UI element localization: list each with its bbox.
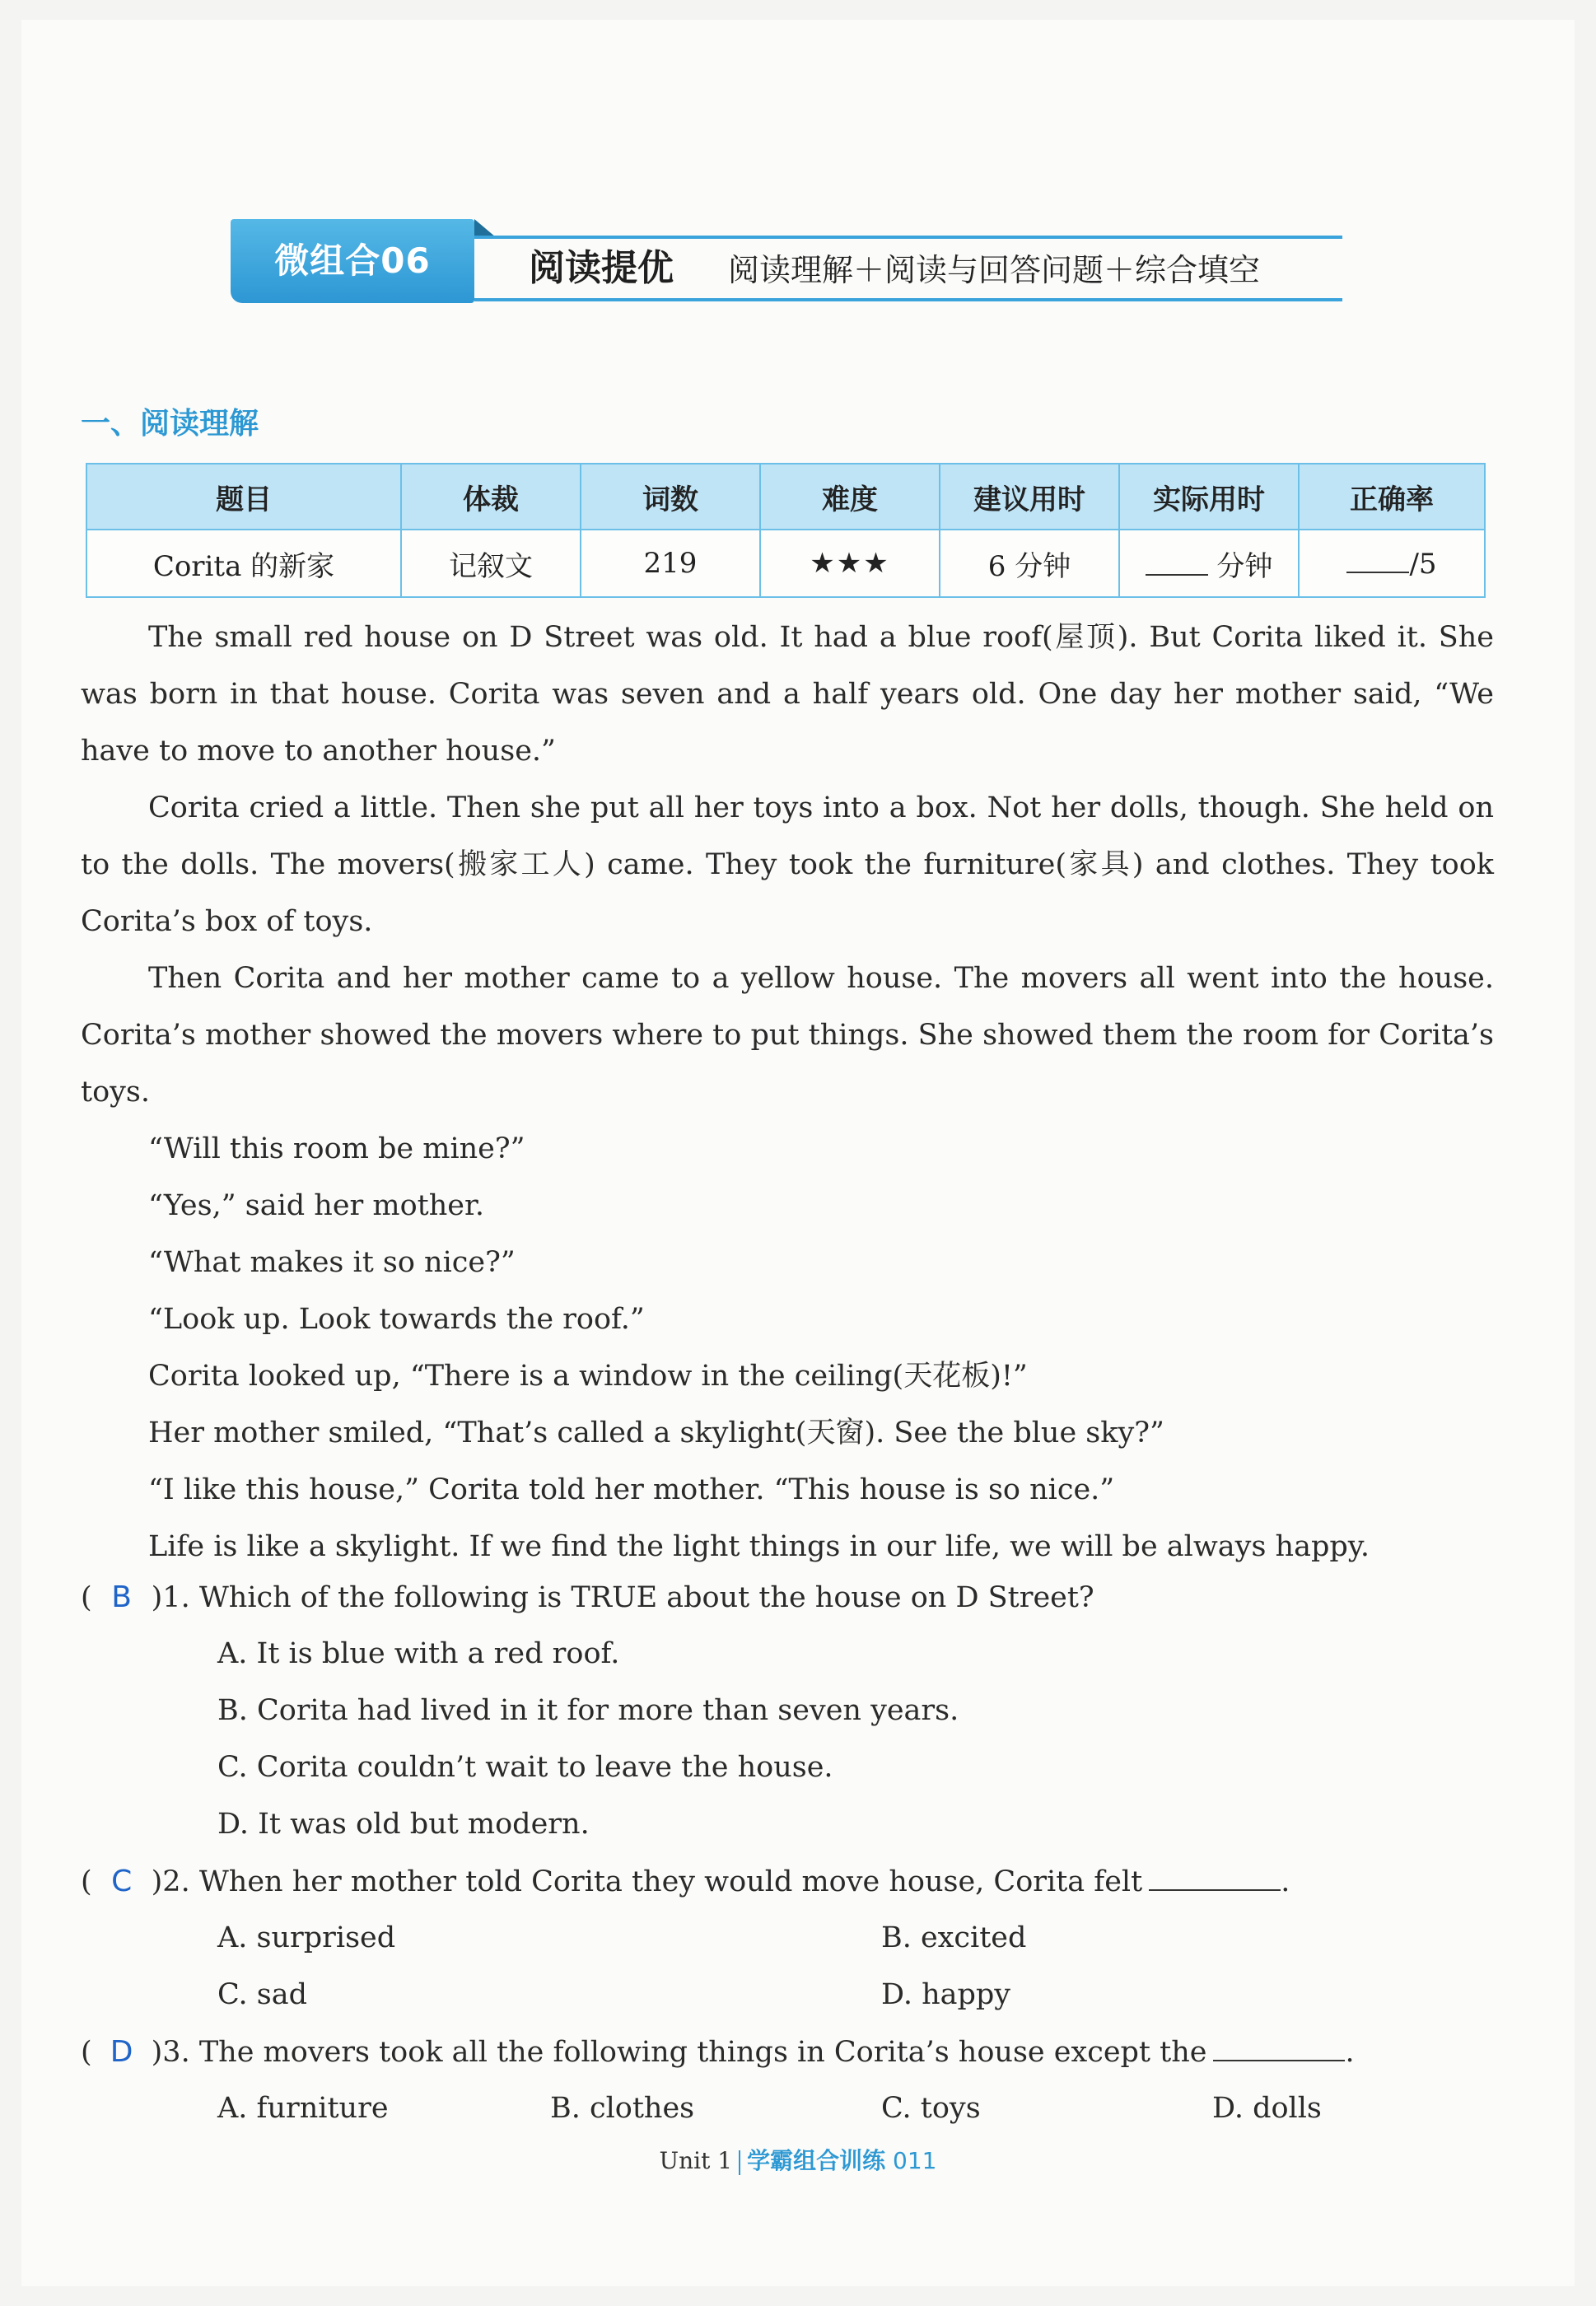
paren-open: ( <box>81 1581 92 1614</box>
paragraph: The small red house on D Street was old. It had a blue roof(屋顶). But Corita liked it. She was born in that house. Corita was seven and a half years old. One day her mother said, “We have to move to another house.” <box>81 621 1494 768</box>
table-header: 词数 <box>581 464 760 530</box>
paren-open: ( <box>81 1865 92 1898</box>
option-text[interactable]: C. sad <box>217 1978 308 2011</box>
paragraph: Corita looked up, “There is a window in the ceiling(天花板)!” <box>148 1360 1028 1393</box>
table-header: 题目 <box>86 464 401 530</box>
actual-time-blank[interactable] <box>1146 549 1208 576</box>
paragraph: “Will this room be mine?” <box>148 1132 525 1165</box>
banner-subtitle: 阅读理解＋阅读与回答问题＋综合填空 <box>728 252 1261 288</box>
paragraph: Her mother smiled, “That’s called a skylight(天窗). See the blue sky?” <box>148 1417 1164 1449</box>
option-text[interactable]: A. furniture <box>217 2092 389 2125</box>
option-text[interactable]: B. excited <box>881 1921 1027 1954</box>
paragraph: “I like this house,” Corita told her mother. “This house is so nice.” <box>148 1473 1115 1506</box>
period: . <box>1345 2036 1355 2069</box>
section-banner <box>231 216 1342 306</box>
question-list <box>81 1569 1494 2137</box>
accuracy-total: /5 <box>1409 547 1437 581</box>
answer-blank[interactable] <box>1149 1861 1281 1891</box>
table-header: 难度 <box>760 464 940 530</box>
option-text: A. It is blue with a red roof. <box>217 1637 620 1670</box>
cell-suggested-time: 6 分钟 <box>940 530 1119 597</box>
footer-brand: 学霸组合训练 <box>747 2147 886 2174</box>
info-table <box>86 463 1486 598</box>
option-text[interactable]: D. dolls <box>1212 2092 1322 2125</box>
option-row <box>81 2080 1494 2137</box>
question-stem <box>81 1853 1494 1910</box>
paragraph: “Yes,” said her mother. <box>148 1189 485 1222</box>
reading-passage <box>81 609 1494 1575</box>
option[interactable] <box>81 1796 1494 1853</box>
paragraph: “Look up. Look towards the roof.” <box>148 1303 645 1336</box>
question-text: )2. When her mother told Corita they would move house, Corita felt <box>151 1865 1143 1898</box>
paragraph: Then Corita and her mother came to a yellow house. The movers all went into the house. Corita’s mother showed the movers where to put things. She showed them the room for Corita’s toys. <box>81 962 1494 1109</box>
option-row <box>81 1967 1494 2024</box>
paren-open: ( <box>81 2036 92 2069</box>
option-text[interactable]: B. clothes <box>550 2092 695 2125</box>
cell-genre: 记叙文 <box>401 530 581 597</box>
page-footer <box>0 2143 1596 2176</box>
cell-accuracy[interactable] <box>1299 530 1485 597</box>
cell-topic: Corita 的新家 <box>86 530 401 597</box>
banner-tag: 微组合06 <box>231 219 474 303</box>
paragraph: Corita cried a little. Then she put all her toys into a box. Not her dolls, though. She held on to the dolls. The movers(搬家工人) came. They took the furniture(家具) and clothes. They took Corita’s box of toys. <box>81 791 1494 938</box>
answer-mark[interactable]: D <box>110 2035 133 2069</box>
option[interactable] <box>81 1739 1494 1796</box>
option-row <box>81 1910 1494 1967</box>
option-text: C. Corita couldn’t wait to leave the house. <box>217 1751 833 1784</box>
accuracy-blank[interactable] <box>1346 547 1409 573</box>
table-row <box>86 530 1485 597</box>
paragraph: “What makes it so nice?” <box>148 1246 516 1279</box>
answer-blank[interactable] <box>1213 2032 1345 2061</box>
answer-mark[interactable]: C <box>111 1865 133 1898</box>
paragraph: Life is like a skylight. If we find the light things in our life, we will be always happy. <box>148 1530 1370 1563</box>
cell-difficulty: ★★★ <box>760 530 940 597</box>
option[interactable] <box>81 1626 1494 1683</box>
table-header: 实际用时 <box>1119 464 1299 530</box>
cell-words: 219 <box>581 530 760 597</box>
actual-time-unit: 分钟 <box>1216 549 1273 583</box>
table-header: 体裁 <box>401 464 581 530</box>
option-text[interactable]: A. surprised <box>217 1921 396 1954</box>
option-text[interactable]: C. toys <box>881 2092 981 2125</box>
banner-title: 阅读提优 <box>529 247 674 289</box>
page-number: 011 <box>893 2147 937 2174</box>
footer-unit: Unit 1 <box>659 2147 733 2174</box>
period: . <box>1281 1865 1290 1898</box>
option-text: D. It was old but modern. <box>217 1808 590 1841</box>
question-stem <box>81 2024 1494 2080</box>
banner-triangle <box>474 219 496 237</box>
table-header-row <box>86 464 1485 530</box>
section-title: 一、阅读理解 <box>81 407 259 441</box>
option-text[interactable]: D. happy <box>881 1978 1011 2011</box>
question-stem <box>81 1569 1494 1626</box>
question-text: )3. The movers took all the following things in Corita’s house except the <box>151 2036 1207 2069</box>
answer-mark[interactable]: B <box>111 1580 132 1614</box>
option-text: B. Corita had lived in it for more than seven years. <box>217 1694 959 1727</box>
table-header: 正确率 <box>1299 464 1485 530</box>
cell-actual-time[interactable] <box>1119 530 1299 597</box>
footer-divider <box>739 2150 740 2175</box>
option[interactable] <box>81 1683 1494 1739</box>
table-header: 建议用时 <box>940 464 1119 530</box>
question-text: )1. Which of the following is TRUE about the house on D Street? <box>151 1581 1094 1614</box>
